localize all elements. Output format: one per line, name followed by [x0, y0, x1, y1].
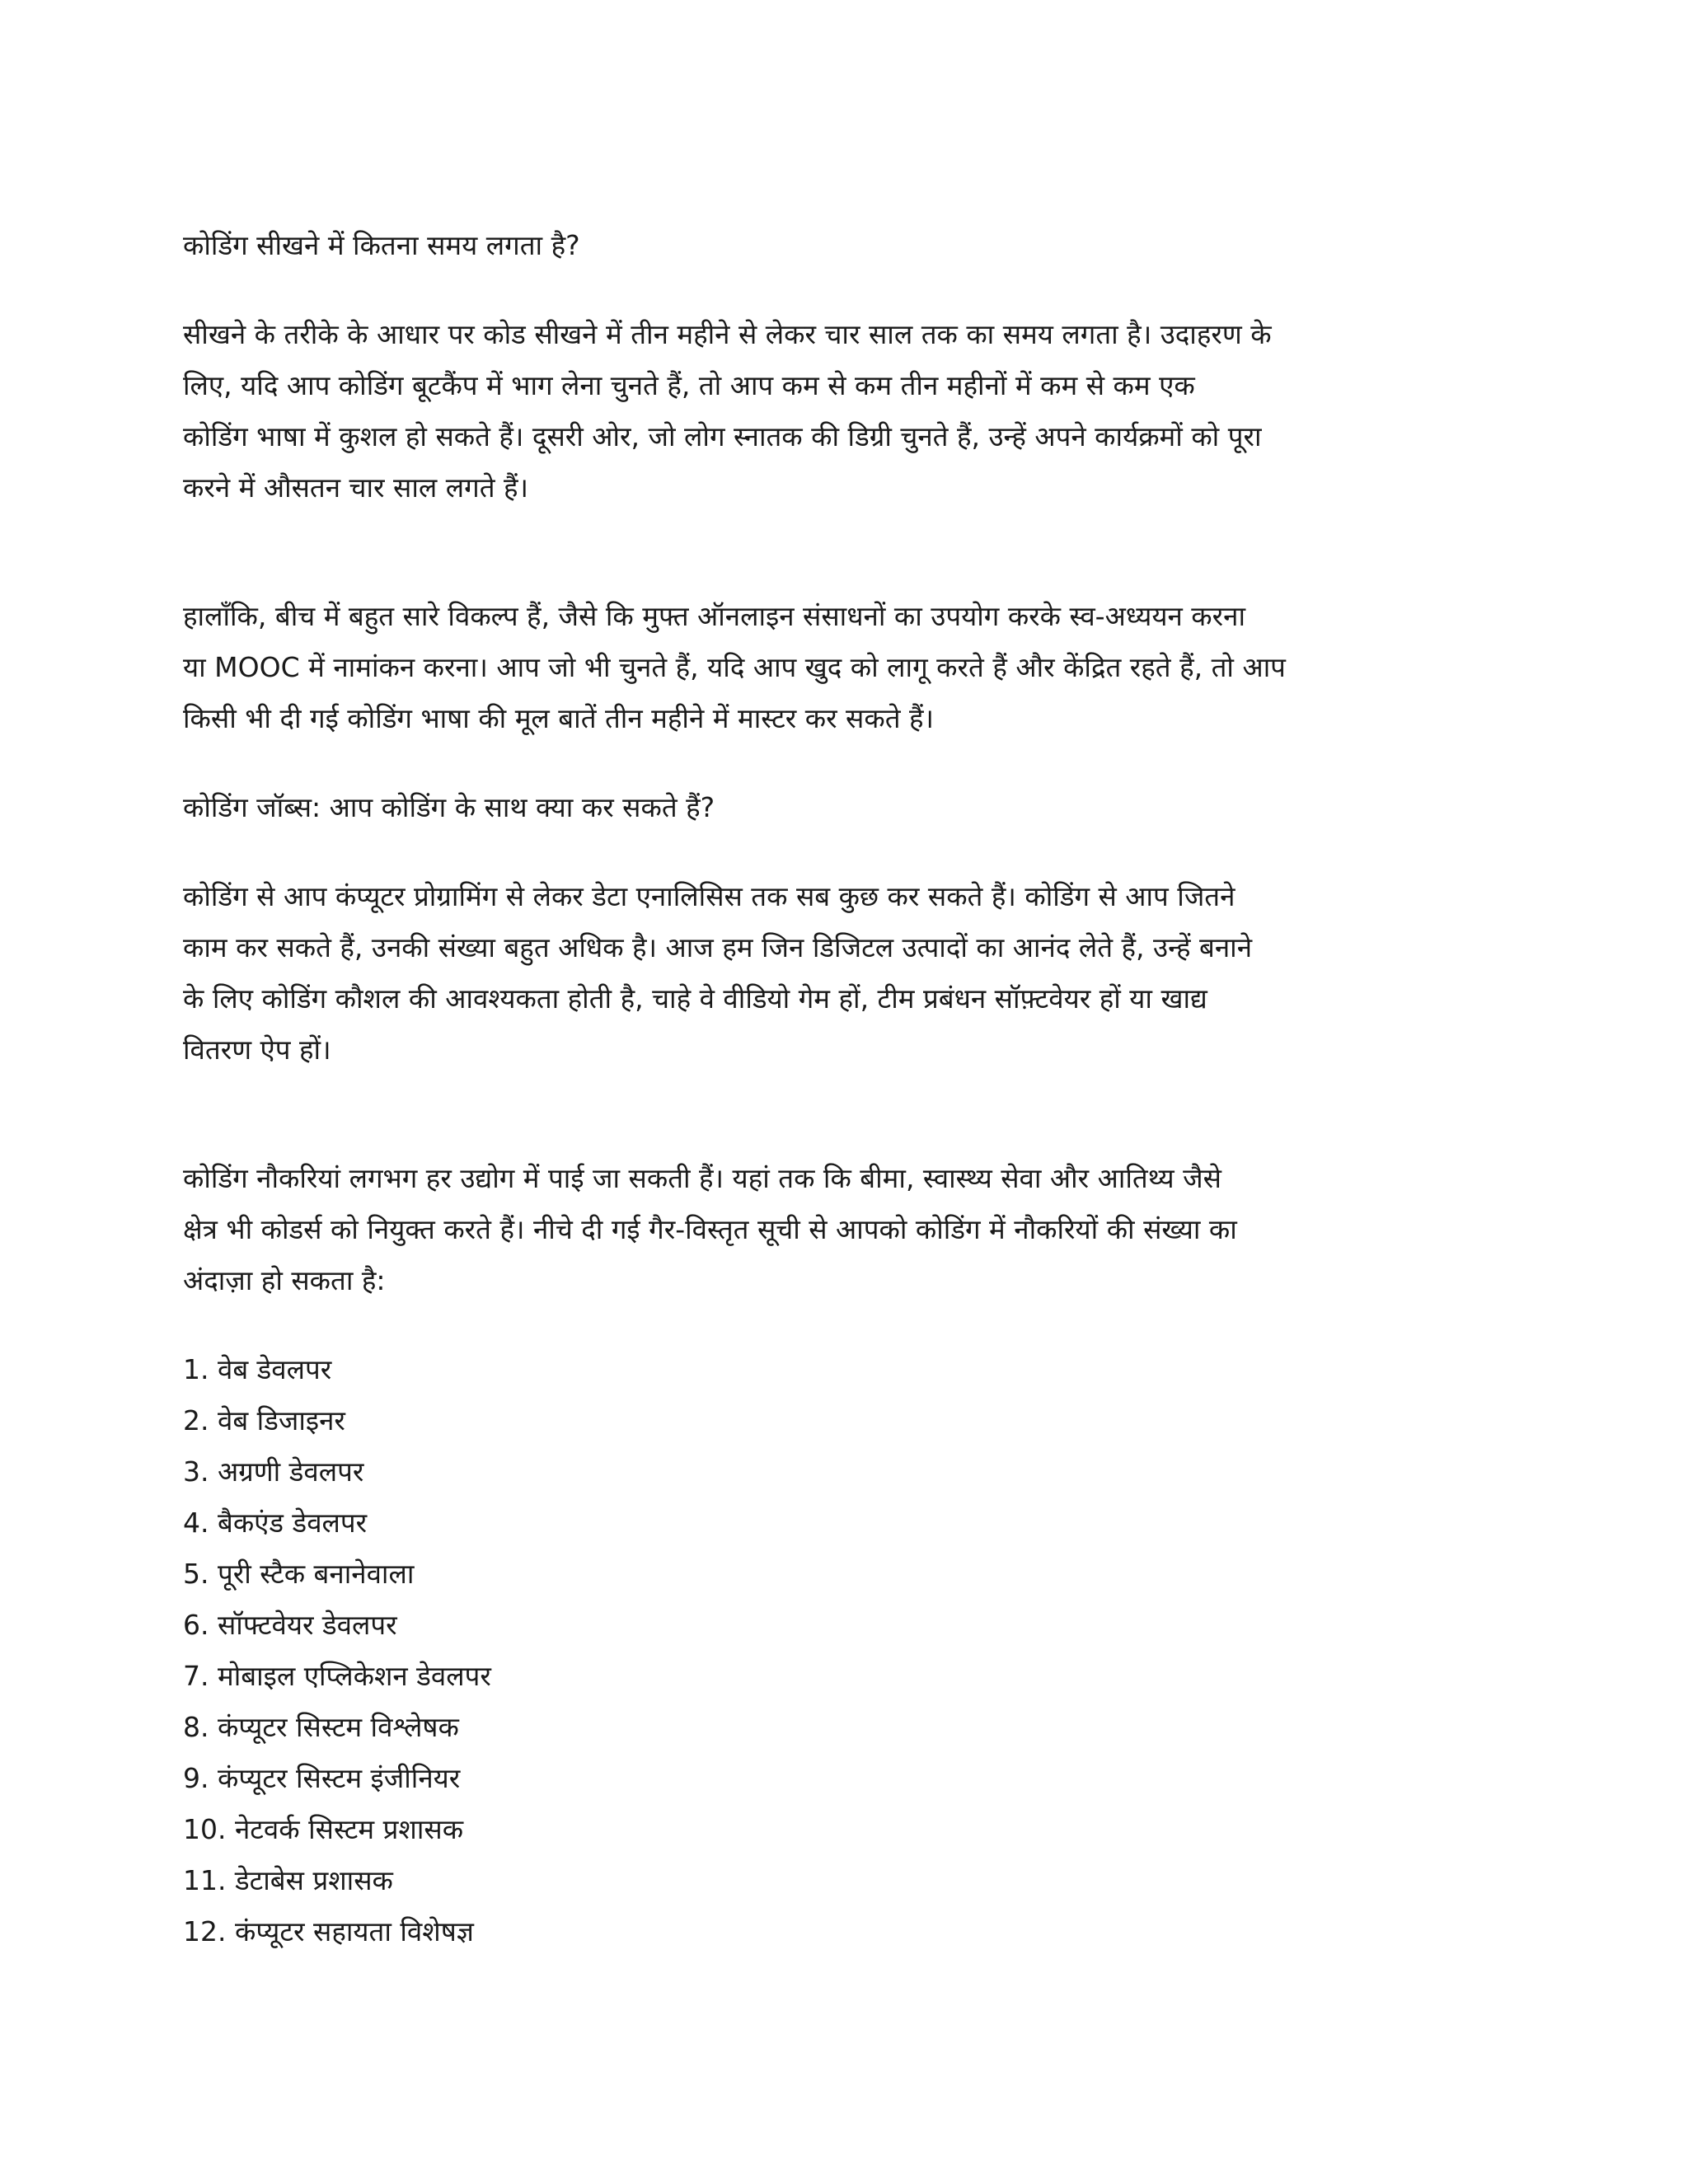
list-item: 6. सॉफ्टवेयर डेवलपर [183, 1609, 397, 1641]
paragraph-line: हालाँकि, बीच में बहुत सारे विकल्प हैं, जैसे कि मुफ्त ऑनलाइन संसाधनों का उपयोग करके स्व-अध्ययन करना [183, 600, 1245, 632]
list-item: 2. वेब डिजाइनर [183, 1404, 345, 1436]
list-item: 7. मोबाइल एप्लिकेशन डेवलपर [183, 1660, 491, 1692]
document-page [183, 0, 1378, 2184]
list-item: 12. कंप्यूटर सहायता विशेषज्ञ [183, 1915, 474, 1947]
list-item: 8. कंप्यूटर सिस्टम विश्लेषक [183, 1711, 459, 1743]
list-item: 11. डेटाबेस प्रशासक [183, 1864, 393, 1896]
paragraph-line: के लिए कोडिंग कौशल की आवश्यकता होती है, चाहे वे वीडियो गेम हों, टीम प्रबंधन सॉफ़्टवेयर हों या खाद्य [183, 982, 1207, 1015]
list-item: 4. बैकएंड डेवलपर [183, 1507, 368, 1539]
paragraph-line: कोडिंग से आप कंप्यूटर प्रोग्रामिंग से लेकर डेटा एनालिसिस तक सब कुछ कर सकते हैं। कोडिंग से आप जितने [183, 880, 1236, 912]
paragraph-line: कोडिंग नौकरियां लगभग हर उद्योग में पाई जा सकती हैं। यहां तक कि बीमा, स्वास्थ्य सेवा और आतिथ्य जैसे [183, 1162, 1221, 1194]
paragraph-line: वितरण ऐप हों। [183, 1033, 331, 1066]
list-item: 9. कंप्यूटर सिस्टम इंजीनियर [183, 1762, 461, 1794]
list-item: 1. वेब डेवलपर [183, 1353, 332, 1385]
heading-learning-time: कोडिंग सीखने में कितना समय लगता है? [183, 229, 580, 261]
paragraph-line: अंदाज़ा हो सकता है: [183, 1264, 386, 1296]
paragraph-line: या MOOC में नामांकन करना। आप जो भी चुनते हैं, यदि आप खुद को लागू करते हैं और केंद्रित रहते हैं, तो आप [183, 651, 1286, 683]
heading-coding-jobs: कोडिंग जॉब्स: आप कोडिंग के साथ क्या कर सकते हैं? [183, 791, 715, 823]
list-item: 10. नेटवर्क सिस्टम प्रशासक [183, 1813, 464, 1845]
paragraph-line: किसी भी दी गई कोडिंग भाषा की मूल बातें तीन महीने में मास्टर कर सकते हैं। [183, 702, 935, 734]
list-item: 5. पूरी स्टैक बनानेवाला [183, 1558, 415, 1590]
paragraph-line: लिए, यदि आप कोडिंग बूटकैंप में भाग लेना चुनते हैं, तो आप कम से कम तीन महीनों में कम से कम एक [183, 369, 1195, 401]
list-item: 3. अग्रणी डेवलपर [183, 1455, 364, 1488]
paragraph-line: करने में औसतन चार साल लगते हैं। [183, 471, 529, 504]
paragraph-line: काम कर सकते हैं, उनकी संख्या बहुत अधिक है। आज हम जिन डिजिटल उत्पादों का आनंद लेते हैं, उन्हें बनाने [183, 931, 1253, 963]
paragraph-line: सीखने के तरीके के आधार पर कोड सीखने में तीन महीने से लेकर चार साल तक का समय लगता है। उदाहरण के [183, 318, 1272, 350]
paragraph-line: कोडिंग भाषा में कुशल हो सकते हैं। दूसरी ओर, जो लोग स्नातक की डिग्री चुनते हैं, उन्हें अपने कार्यक्रमों को पूरा [183, 420, 1262, 452]
paragraph-line: क्षेत्र भी कोडर्स को नियुक्त करते हैं। नीचे दी गई गैर-विस्तृत सूची से आपको कोडिंग में नौकरियों की संख्या का [183, 1213, 1237, 1245]
